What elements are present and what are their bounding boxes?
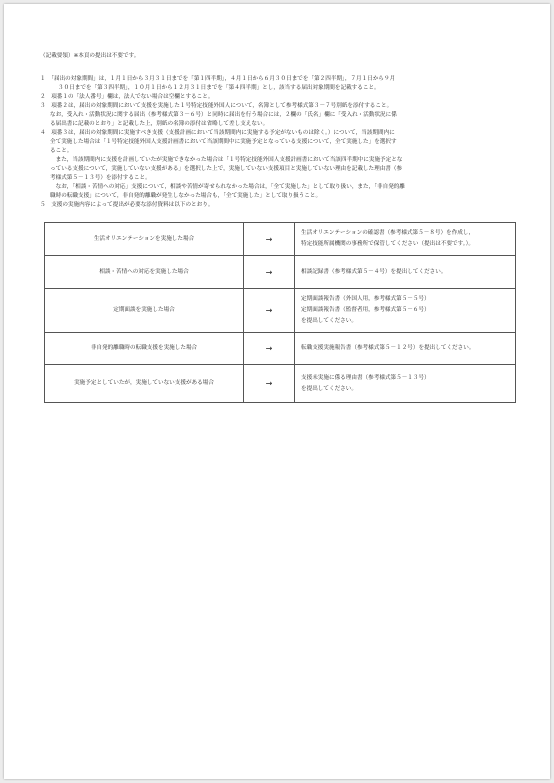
table-row bbox=[45, 289, 516, 333]
instruction-line: また，当該期間内に支援を計画していたが実施できなかった場合は「１号特定技能外国人支援計画書において当該四半期中に実施予定とな bbox=[50, 157, 403, 163]
table-row bbox=[45, 256, 516, 289]
instruction-line: ４ 項番３は，届出の対象期間に実施すべき支援（支援計画において当該期間内に実施する予定がないものは除く。）について，当該期間内に bbox=[40, 130, 395, 136]
document-line: 生活オリエンテーションの確認書（参考様式第５－８号）を作成し， bbox=[301, 230, 475, 236]
table-row bbox=[45, 223, 516, 256]
instruction-line: 全て実施した場合は「１号特定技能外国人支援計画書において当該期間中に実施予定となっている支援について，全て実施した」を選択す bbox=[50, 139, 397, 145]
document-line: 相談記録書（参考様式第５－４号）を提出してください。 bbox=[301, 268, 447, 275]
instruction-line: 職時の転職支援」について，非自発的離職が発生しなかった場合も，「全て実施した」として取り扱うこと。 bbox=[50, 193, 322, 199]
support-case-cell: 非自発的離職時の転職支援を実施した場合 bbox=[45, 333, 244, 365]
instruction-line: ３０日までを「第３四半期」，１０月１日から１２月３１日までを「第４四半期」とし，該当する届出対象期間を記載すること。 bbox=[58, 85, 380, 91]
header-note: （記載要領）※本頁の提出は不要です。 bbox=[40, 53, 140, 59]
table-row bbox=[45, 365, 516, 403]
instruction-line: る届出書に記載のとおり」と記載した上，別紙の名簿の添付は省略して差し支えない。 bbox=[50, 121, 269, 127]
instructions-list bbox=[40, 75, 520, 210]
required-document-cell bbox=[295, 365, 516, 403]
support-case-cell: 定期面談を実施した場合 bbox=[45, 289, 244, 333]
document-page bbox=[4, 4, 550, 779]
table-row bbox=[45, 333, 516, 365]
arrow-right-icon: → bbox=[244, 289, 295, 333]
required-document-cell bbox=[295, 223, 516, 256]
document-line: を提出してください。 bbox=[301, 385, 357, 392]
support-case-cell: 実施予定としていたが，実施していない支援がある場合 bbox=[45, 365, 244, 403]
instruction-line: ５ 支援の実施内容によって提出が必要な添付資料は以下のとおり。 bbox=[40, 202, 214, 208]
arrow-right-icon: → bbox=[244, 365, 295, 403]
instruction-line: っている支援について，実施していない支援がある」を選択した上で，実施していない支援項目と実施していない理由を記載した理由書（参 bbox=[50, 166, 403, 172]
instruction-line: なお，受入れ・活動状況に関する届出（参考様式第３－６号）と同時に届出を行う場合には，２欄の「氏名」欄に「受入れ・活動状況に係 bbox=[50, 112, 397, 118]
required-document-cell bbox=[295, 333, 516, 365]
instruction-line: なお，「相談・苦情への対応」支援について，相談や苦情が寄せられなかった場合は，「全て実施した」として取り扱い，また，「非自発的離 bbox=[50, 184, 405, 190]
support-case-cell: 生活オリエンテーションを実施した場合 bbox=[45, 223, 244, 256]
instruction-line: １ 「届出の対象期間」は，１月１日から３月３１日までを「第１四半期」，４月１日から６月３０日までを「第２四半期」，７月１日から９月 bbox=[40, 76, 396, 82]
document-line: 定期面談報告書（監督者用，参考様式第５－６号） bbox=[301, 307, 430, 313]
required-document-cell bbox=[295, 289, 516, 333]
support-case-cell: 相談・苦情への対応を実施した場合 bbox=[45, 256, 244, 289]
instructions-section bbox=[40, 52, 520, 210]
arrow-right-icon: → bbox=[244, 256, 295, 289]
document-line: 定期面談報告書（外国人用，参考様式第５－５号） bbox=[301, 296, 430, 302]
document-line: 転職支援実施報告書（参考様式第５－１２号）を提出してください。 bbox=[301, 345, 475, 351]
support-attachment-table bbox=[44, 222, 516, 403]
document-line: 特定技能所属機関の事務所で保管してください（提出は不要です。）。 bbox=[301, 241, 474, 247]
document-line: を提出してください。 bbox=[301, 318, 357, 324]
arrow-right-icon: → bbox=[244, 333, 295, 365]
instruction-line: ること。 bbox=[50, 148, 73, 154]
required-document-cell bbox=[295, 256, 516, 289]
arrow-right-icon: → bbox=[244, 223, 295, 256]
document-line: 支援未実施に係る理由書（参考様式第５－１３号） bbox=[301, 374, 430, 381]
instruction-line: 考様式第５－１３号）を添付すること。 bbox=[50, 175, 151, 181]
instruction-line: ２ 項番１の「法人番号」欄は，法人でない場合は空欄とすること。 bbox=[40, 94, 214, 100]
instruction-line: ３ 項番２は，届出の対象期間において支援を実施した１号特定技能外国人について，名簿として参考様式第３－７号別紙を添付すること。 bbox=[40, 103, 393, 109]
